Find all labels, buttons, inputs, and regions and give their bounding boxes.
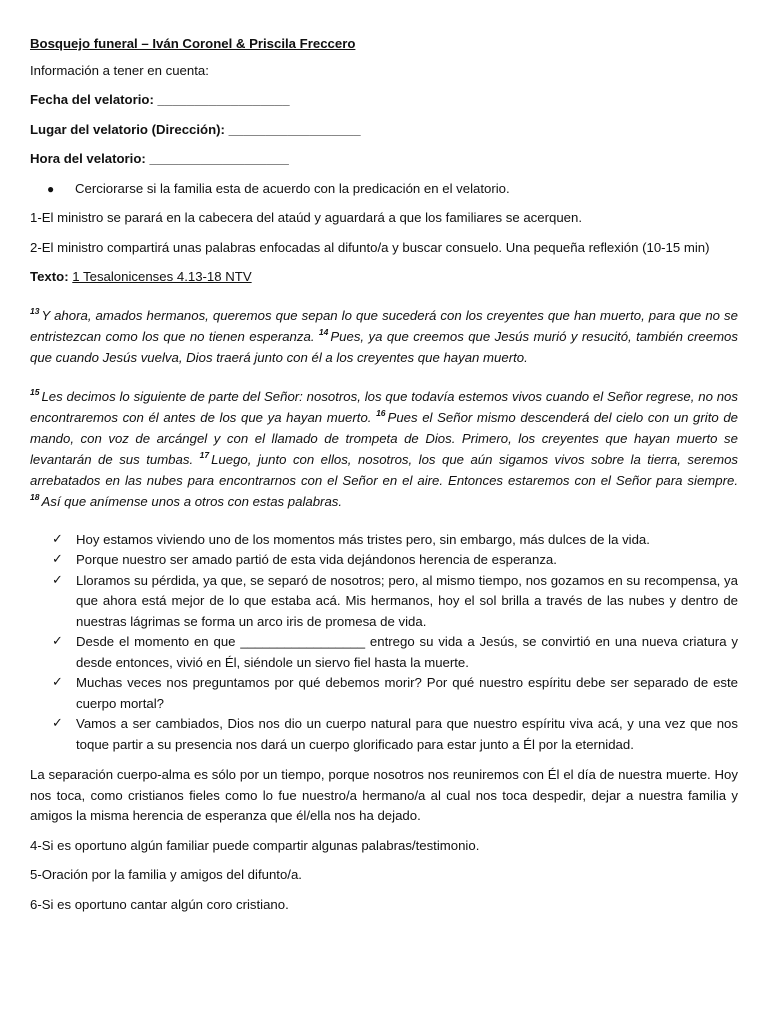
verse-number: 13 [30, 306, 40, 317]
verse-text: Así que anímense unos a otros con estas palabras. [41, 493, 343, 509]
verse-text: Les decimos lo siguiente de parte del Señor: nosotros, los que todavía estemos vivos cuando el Señor regrese, no nos encontraremos con él antes de los que ya hayan muerto. [30, 388, 738, 425]
checkmark-icon: ✓ [52, 716, 63, 731]
bullet-text: Cerciorarse si la familia esta de acuerdo con la predicación en el velatorio. [75, 180, 510, 196]
document-title: Bosquejo funeral – Iván Coronel & Priscila Freccero [30, 36, 356, 51]
checkmark-icon: ✓ [52, 531, 63, 547]
scripture-passage-2 [30, 386, 738, 512]
checkmark-icon: ✓ [52, 552, 63, 567]
check-text: Hoy estamos viviendo uno de los momentos más tristes pero, sin embargo, más dulces de la vida. [76, 531, 650, 547]
list-item [52, 673, 738, 714]
verse-number: 18 [30, 492, 40, 503]
field-blank: __________________ [157, 92, 290, 107]
verse-text: Pues el Señor mismo descenderá del cielo con un grito de mando, con voz de arcángel y con el llamado de trompeta de Dios. Primero, los creyentes que hayan muerto se levantarán de sus tumbas. [30, 409, 739, 467]
texto-line [30, 267, 738, 288]
step-5: 5-Oración por la familia y amigos del difunto/a. [30, 867, 302, 882]
checkmark-icon: ✓ [52, 572, 63, 588]
list-item [52, 550, 738, 571]
check-text: Porque nuestro ser amado partió de esta vida dejándonos herencia de esperanza. [76, 552, 557, 567]
verse-number: 15 [30, 387, 40, 398]
field-label: Hora del velatorio: [30, 151, 146, 166]
step-2: 2-El ministro compartirá unas palabras enfocadas al difunto/a y buscar consuelo. Una pequeña reflexión (10-15 min) [30, 239, 710, 255]
step-4: 4-Si es oportuno algún familiar puede compartir algunas palabras/testimonio. [30, 837, 480, 853]
bullet-list [30, 179, 738, 200]
step-6: 6-Si es oportuno cantar algún coro cristiano. [30, 896, 289, 912]
verse-number: 14 [318, 327, 329, 338]
verse-number: 17 [199, 450, 210, 461]
list-item [52, 530, 738, 551]
step-1: 1-El ministro se parará en la cabecera del ataúd y aguardará a que los familiares se acerquen. [30, 210, 582, 225]
field-blank: __________________ [228, 121, 361, 137]
texto-reference: 1 Tesalonicenses 4.13-18 NTV [72, 269, 252, 284]
separation-paragraph: La separación cuerpo-alma es sólo por un tiempo, porque nosotros nos reuniremos con Él el día de nuestra muerte. Hoy nos toca, como cristianos fieles como lo fue nuestro/a hermano/a al cual nos toca despedir, dejar a nuestra familia y amigos la misma herencia de esperanza que él/ella nos ha dejado. [30, 767, 738, 823]
info-heading: Información a tener en cuenta: [30, 62, 209, 78]
verse-number: 16 [376, 408, 386, 419]
field-label: Fecha del velatorio: [30, 92, 154, 107]
field-fecha [30, 90, 738, 111]
checkmark-icon: ✓ [52, 634, 63, 649]
verse-text: Luego, junto con ellos, nosotros, los que aún sigamos vivos sobre la tierra, seremos arrebatados en las nubes para encontrarnos con el Señor en el aire. Entonces estaremos con el Señor para siempre. [30, 451, 738, 488]
list-item [47, 179, 738, 200]
checkmark-icon: ✓ [52, 675, 63, 690]
checklist [30, 530, 738, 756]
texto-label: Texto: [30, 269, 69, 284]
bullet-icon: ● [47, 181, 55, 196]
field-lugar [30, 120, 738, 141]
list-item [52, 714, 738, 755]
list-item [52, 571, 738, 633]
scripture-passage-1 [30, 305, 738, 368]
check-text: Vamos a ser cambiados, Dios nos dio un cuerpo natural para que nuestro espíritu viva acá, y una vez que nos toque partir a su presencia nos dará un cuerpo glorificado para estar junto a Él por la eternidad. [76, 716, 738, 752]
check-text: Lloramos su pérdida, ya que, se separó de nosotros; pero, al mismo tiempo, nos gozamos en su recompensa, ya que ahora está mejor de lo que estaba acá. Mis hermanos, hoy el sol brilla a través de las nubes y dentro de nuestras lágrimas se forma un arco iris de promesa de vida. [76, 572, 738, 629]
field-hora [30, 149, 738, 170]
verse-text: Pues, ya que creemos que Jesús murió y resucitó, también creemos que cuando Jesús vuelva, Dios traerá junto con él a los creyentes que hayan muerto. [30, 328, 738, 365]
list-item [52, 632, 738, 673]
check-text: Muchas veces nos preguntamos por qué debemos morir? Por qué nuestro espíritu debe ser separado de este cuerpo mortal? [76, 675, 738, 711]
check-text: Desde el momento en que _________________ entrego su vida a Jesús, se convirtió en una nueva criatura y desde entonces, vivió en Él, siéndole un siervo fiel hasta la muerte. [76, 634, 738, 670]
field-blank: ___________________ [149, 151, 289, 166]
field-label: Lugar del velatorio (Dirección): [30, 121, 225, 137]
verse-text: Y ahora, amados hermanos, queremos que sepan lo que sucederá con los creyentes que han muerto, para que no se entristezcan como los que no tienen esperanza. [30, 307, 738, 344]
